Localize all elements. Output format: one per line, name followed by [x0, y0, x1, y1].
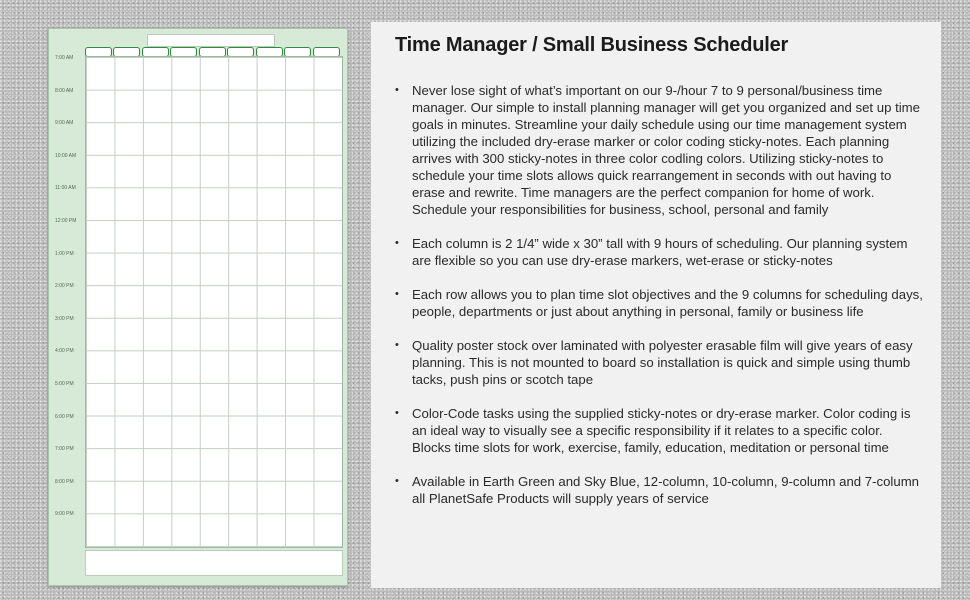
bullet-icon: •: [395, 84, 399, 96]
poster-title-box: [147, 34, 275, 47]
list-item: [395, 473, 925, 507]
time-label: 7:00 PM: [55, 446, 74, 452]
time-label: 8:00 AM: [55, 88, 74, 94]
list-item: [395, 286, 925, 320]
list-item: [395, 235, 925, 269]
bullet-text: Never lose sight of what’s important on our 9-/hour 7 to 9 personal/business time manager. Our simple to install planning manager will get you organized and set up time goals in minutes. Streamline your daily schedule using our time management system utilizing the included dry-erase marker or color coding sticky-notes. Each planning arrives with 300 sticky-notes in three color codling colors. Utilizing sticky-notes to schedule your time slots allows quick rearrangement in seconds with out having to erase and rewrite. Time managers are the perfect companion for home of work. Schedule your responsibilities for business, school, personal and family: [412, 83, 921, 217]
schedule-grid: [85, 56, 343, 548]
bullet-icon: •: [395, 288, 399, 300]
description-panel: [371, 22, 941, 588]
time-label: 2:00 PM: [55, 283, 74, 289]
bullet-icon: •: [395, 407, 399, 419]
bullet-icon: •: [395, 475, 399, 487]
time-label: 3:00 PM: [55, 316, 74, 322]
time-label: 4:00 PM: [55, 348, 74, 354]
time-label: 6:00 PM: [55, 414, 74, 420]
planner-poster: [48, 28, 348, 586]
time-label: 9:00 AM: [55, 120, 74, 126]
time-label: 1:00 PM: [55, 251, 74, 257]
time-label: 5:00 PM: [55, 381, 74, 387]
time-label: 8:00 PM: [55, 479, 74, 485]
bullet-text: Quality poster stock over laminated with polyester erasable film will give years of easy planning. This is not mounted to board so installation is quick and simple using thumb tacks, push pins or scotch tape: [412, 338, 913, 387]
list-item: [395, 405, 925, 456]
time-label: 7:00 AM: [55, 55, 74, 61]
time-label: 9:00 PM: [55, 511, 74, 517]
bullet-text: Each column is 2 1/4” wide x 30” tall with 9 hours of scheduling. Our planning system are flexible so you can use dry-erase markers, wet-erase or sticky-notes: [412, 236, 908, 268]
bullet-text: Available in Earth Green and Sky Blue, 12-column, 10-column, 9-column and 7-column all PlanetSafe Products will supply years of service: [412, 474, 920, 506]
time-label: 12:00 PM: [55, 218, 77, 224]
bullet-icon: •: [395, 237, 399, 249]
bullet-text: Each row allows you to plan time slot objectives and the 9 columns for scheduling days, people, departments or just about anything in personal, family or business life: [412, 287, 923, 319]
page-title: Time Manager / Small Business Scheduler: [395, 34, 789, 56]
time-label: 11:00 AM: [55, 185, 76, 191]
list-item: [395, 337, 925, 388]
bullet-text: Color-Code tasks using the supplied sticky-notes or dry-erase marker. Color coding is an ideal way to visually see a specific responsibility if it relates to a specific color. Blocks time slots for work, exercise, family, education, meditation or personal time: [412, 406, 911, 455]
list-item: [395, 82, 925, 218]
time-label: 10:00 AM: [55, 153, 77, 159]
bullet-icon: •: [395, 339, 399, 351]
notes-box: [85, 550, 343, 576]
feature-list: [395, 82, 925, 524]
